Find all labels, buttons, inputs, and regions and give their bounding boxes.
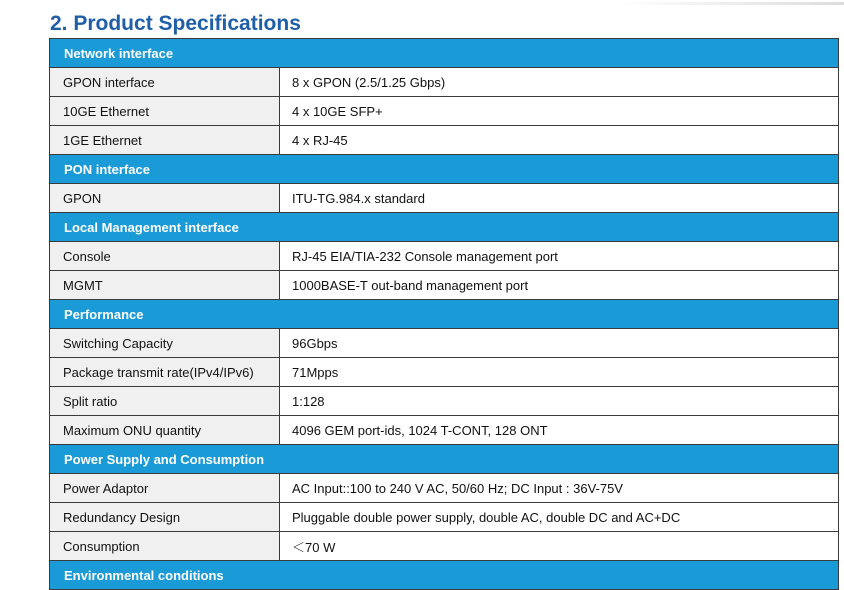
- table-row: [50, 387, 839, 416]
- table-row: [50, 329, 839, 358]
- page-title: 2. Product Specifications: [50, 12, 301, 35]
- top-decor-line: [620, 2, 844, 5]
- spec-value: 4 x RJ-45: [280, 126, 839, 155]
- section-header: [50, 39, 839, 68]
- spec-value: ＜70 W: [280, 532, 839, 561]
- table-row: [50, 126, 839, 155]
- spec-value: 1:128: [280, 387, 839, 416]
- spec-value: AC Input::100 to 240 V AC, 50/60 Hz; DC Input : 36V-75V: [280, 474, 839, 503]
- spec-label: Package transmit rate(IPv4/IPv6): [50, 358, 280, 387]
- spec-value: 4 x 10GE SFP+: [280, 97, 839, 126]
- spec-value: 4096 GEM port-ids, 1024 T-CONT, 128 ONT: [280, 416, 839, 445]
- table-row: [50, 416, 839, 445]
- table-row: [50, 503, 839, 532]
- table-row: [50, 68, 839, 97]
- section-title: PON interface: [50, 155, 839, 184]
- section-title: Network interface: [50, 39, 839, 68]
- spec-label: GPON interface: [50, 68, 280, 97]
- section-title: Power Supply and Consumption: [50, 445, 839, 474]
- spec-label: Maximum ONU quantity: [50, 416, 280, 445]
- spec-value: ITU-TG.984.x standard: [280, 184, 839, 213]
- spec-label: Console: [50, 242, 280, 271]
- table-row: [50, 271, 839, 300]
- spec-value: RJ-45 EIA/TIA-232 Console management port: [280, 242, 839, 271]
- table-row: [50, 474, 839, 503]
- table-row: [50, 97, 839, 126]
- spec-value: 8 x GPON (2.5/1.25 Gbps): [280, 68, 839, 97]
- spec-label: GPON: [50, 184, 280, 213]
- table-row: [50, 242, 839, 271]
- section-title: Environmental conditions: [50, 561, 839, 590]
- spec-label: Split ratio: [50, 387, 280, 416]
- section-header: [50, 213, 839, 242]
- spec-label: Switching Capacity: [50, 329, 280, 358]
- spec-value: Pluggable double power supply, double AC, double DC and AC+DC: [280, 503, 839, 532]
- spec-value: 71Mpps: [280, 358, 839, 387]
- section-title: Performance: [50, 300, 839, 329]
- spec-value: 96Gbps: [280, 329, 839, 358]
- section-header: [50, 155, 839, 184]
- spec-label: Redundancy Design: [50, 503, 280, 532]
- spec-table: [49, 38, 839, 590]
- spec-label: Power Adaptor: [50, 474, 280, 503]
- section-title: Local Management interface: [50, 213, 839, 242]
- table-row: [50, 184, 839, 213]
- spec-label: 1GE Ethernet: [50, 126, 280, 155]
- spec-label: MGMT: [50, 271, 280, 300]
- table-row: [50, 358, 839, 387]
- spec-label: Consumption: [50, 532, 280, 561]
- section-header: [50, 445, 839, 474]
- table-row: [50, 532, 839, 561]
- section-header: [50, 561, 839, 590]
- spec-label: 10GE Ethernet: [50, 97, 280, 126]
- spec-value: 1000BASE-T out-band management port: [280, 271, 839, 300]
- section-header: [50, 300, 839, 329]
